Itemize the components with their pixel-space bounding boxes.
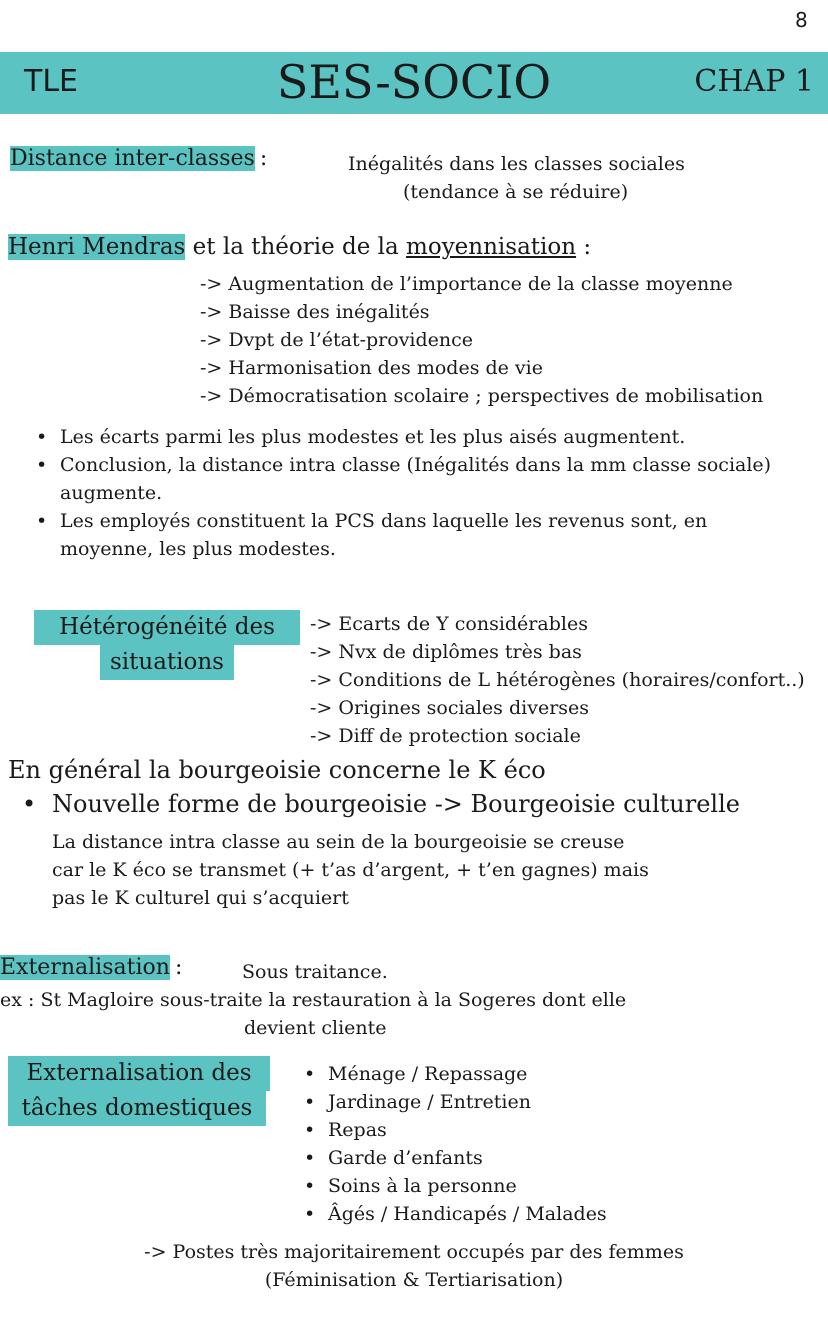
- mendras-item: -> Démocratisation scolaire ; perspectives de mobilisation: [200, 385, 764, 407]
- bourgeoisie-text: [52, 828, 649, 912]
- page-number: 8: [795, 8, 808, 32]
- bullet-item-continuation: augmente.: [60, 482, 163, 504]
- bullet-item: • Les écarts parmi les plus modestes et les plus aisés augmentent.: [32, 423, 771, 451]
- header-chapter: CHAP 1: [694, 64, 814, 99]
- distance-inter-colon: :: [259, 146, 268, 171]
- taches-item: • Âgés / Handicapés / Malades: [300, 1200, 607, 1228]
- distance-inter-section: [10, 146, 267, 171]
- bourgeoisie-line: pas le K culturel qui s’acquiert: [52, 887, 349, 909]
- mendras-item: -> Dvpt de l’état-providence: [200, 329, 474, 351]
- bullet-dot: •: [22, 790, 37, 818]
- externalisation-def: Sous traitance.: [242, 961, 388, 983]
- mendras-item: -> Baisse des inégalités: [200, 301, 430, 323]
- taches-item: • Soins à la personne: [300, 1172, 607, 1200]
- heterogeneite-item: -> Conditions de L hétérogènes (horaires/confort..): [310, 669, 805, 691]
- bourgeoisie-line: car le K éco se transmet (+ t’as d’argent, + t’en gagnes) mais: [52, 859, 649, 881]
- heterogeneite-item: -> Ecarts de Y considérables: [310, 613, 588, 635]
- taches-item: • Repas: [300, 1116, 607, 1144]
- mendras-concept: moyennisation: [406, 234, 577, 260]
- mendras-item: -> Augmentation de l’importance de la classe moyenne: [200, 273, 733, 295]
- bullet-item: • Les employés constituent la PCS dans laquelle les revenus sont, en: [32, 507, 771, 535]
- taches-item: • Garde d’enfants: [300, 1144, 607, 1172]
- mendras-colon: :: [583, 234, 592, 260]
- externalisation-colon: :: [175, 955, 183, 980]
- heterogeneite-item: -> Nvx de diplômes très bas: [310, 641, 582, 663]
- taches-item: • Ménage / Repassage: [300, 1060, 607, 1088]
- heterogeneite-label-1: Hétérogénéité des: [34, 610, 300, 645]
- externalisation-term: Externalisation: [0, 955, 170, 980]
- mendras-middle: et la théorie de la: [192, 234, 399, 260]
- heterogeneite-label: [34, 610, 300, 680]
- taches-item: • Jardinage / Entretien: [300, 1088, 607, 1116]
- conclusion-line-2: (Féminisation & Tertiarisation): [264, 1269, 564, 1291]
- page-title: SES-SOCIO: [276, 55, 552, 109]
- distance-inter-def-1: Inégalités dans les classes sociales: [348, 153, 685, 175]
- mendras-item: -> Harmonisation des modes de vie: [200, 357, 543, 379]
- inequality-bullets: [32, 423, 771, 563]
- conclusion-line-1: -> Postes très majoritairement occupés par des femmes: [144, 1241, 684, 1263]
- mendras-name: Henri Mendras: [8, 234, 186, 260]
- bourgeoisie-bullet: [22, 790, 740, 818]
- externalisation-example-2: devient cliente: [244, 1017, 387, 1039]
- bourgeoisie-bullet-text: Nouvelle forme de bourgeoisie -> Bourgeoisie culturelle: [52, 790, 740, 818]
- heterogeneite-list: [310, 610, 805, 750]
- mendras-heading: [8, 234, 591, 260]
- taches-label-2: tâches domestiques: [8, 1091, 266, 1126]
- bourgeoisie-intro: En général la bourgeoisie concerne le K éco: [8, 756, 546, 784]
- heterogeneite-item: -> Origines sociales diverses: [310, 697, 590, 719]
- taches-label-1: Externalisation des: [8, 1056, 270, 1091]
- taches-label: [8, 1056, 270, 1126]
- bullet-item-continuation: moyenne, les plus modestes.: [60, 538, 336, 560]
- heterogeneite-item: -> Diff de protection sociale: [310, 725, 581, 747]
- externalisation-example-1: ex : St Magloire sous-traite la restauration à la Sogeres dont elle: [0, 989, 627, 1011]
- distance-inter-def-2: (tendance à se réduire): [403, 181, 629, 203]
- heterogeneite-label-2: situations: [100, 645, 234, 680]
- distance-inter-term: Distance inter-classes: [10, 146, 255, 171]
- mendras-list: [200, 270, 763, 410]
- header-level: TLE: [24, 64, 78, 99]
- bourgeoisie-line: La distance intra classe au sein de la bourgeoisie se creuse: [52, 831, 625, 853]
- taches-list: [300, 1060, 607, 1228]
- bullet-item: • Conclusion, la distance intra classe (Inégalités dans la mm classe sociale): [32, 451, 771, 479]
- externalisation-heading: [0, 955, 182, 980]
